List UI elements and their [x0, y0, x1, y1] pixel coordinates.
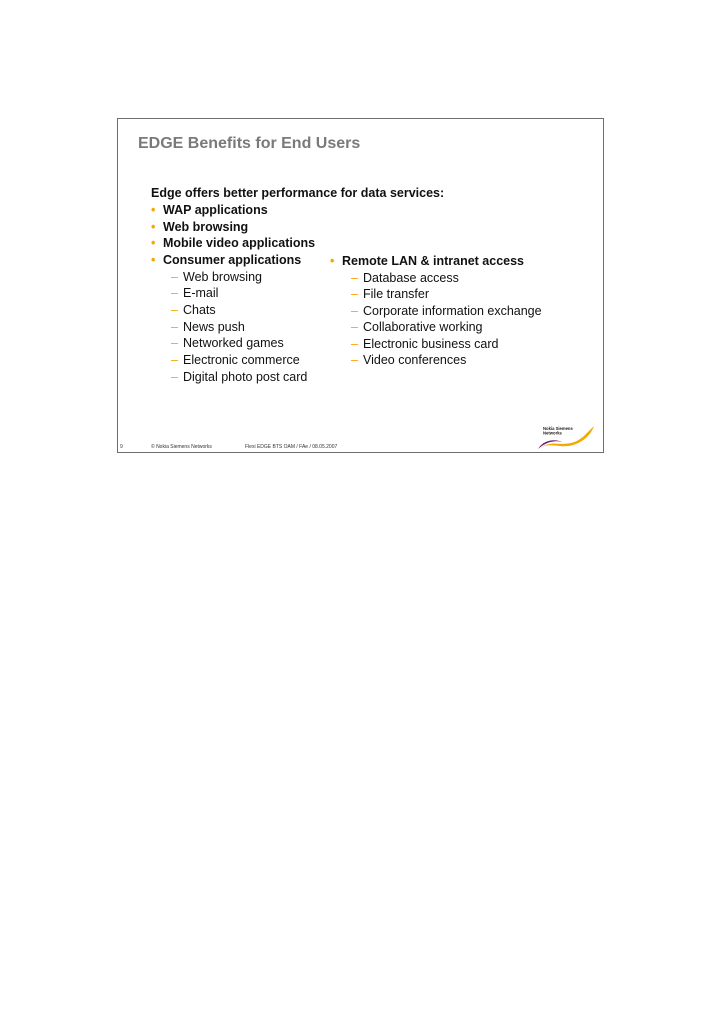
remote-sub-item: – File transfer	[351, 287, 429, 301]
consumer-sub-item: – Electronic commerce	[171, 353, 300, 367]
bullet-dot: •	[151, 236, 156, 250]
footer-copyright: © Nokia Siemens Networks	[151, 444, 212, 450]
page-number: 9	[120, 444, 123, 450]
bullet-dot: •	[151, 203, 156, 217]
consumer-sub-item: – News push	[171, 320, 245, 334]
remote-sub-item: – Corporate information exchange	[351, 304, 542, 318]
bullet-dot: •	[330, 254, 335, 268]
bullet-wap: • WAP applications	[151, 203, 268, 217]
remote-sub-item: – Database access	[351, 271, 459, 285]
bullet-consumer: • Consumer applications	[151, 253, 302, 267]
consumer-sub-item: – Web browsing	[171, 270, 262, 284]
remote-sub-item: – Electronic business card	[351, 337, 499, 351]
remote-sub-item: – Collaborative working	[351, 320, 483, 334]
consumer-sub-item: – Networked games	[171, 336, 284, 350]
svg-text:Nokia Siemens: Nokia Siemens	[543, 426, 573, 431]
svg-text:Networks: Networks	[543, 430, 562, 436]
bullet-remote-lan: • Remote LAN & intranet access	[330, 254, 525, 268]
slide-frame	[117, 118, 604, 453]
bullet-mobile-video: • Mobile video applications	[151, 236, 316, 250]
slide-title: EDGE Benefits for End Users	[138, 135, 361, 152]
remote-sub-item: – Video conferences	[351, 353, 467, 367]
intro-text: Edge offers better performance for data services:	[151, 186, 445, 200]
bullet-web-browsing: • Web browsing	[151, 220, 249, 234]
company-logo	[536, 422, 596, 452]
consumer-sub-item: – Digital photo post card	[171, 370, 308, 384]
bullet-dot: •	[151, 253, 156, 267]
bullet-dot: •	[151, 220, 156, 234]
consumer-sub-item: – E-mail	[171, 286, 219, 300]
footer-doc-info: Flexi EDGE BTS OAM / FAe / 08.05.2007	[245, 444, 338, 450]
consumer-sub-item: – Chats	[171, 303, 216, 317]
